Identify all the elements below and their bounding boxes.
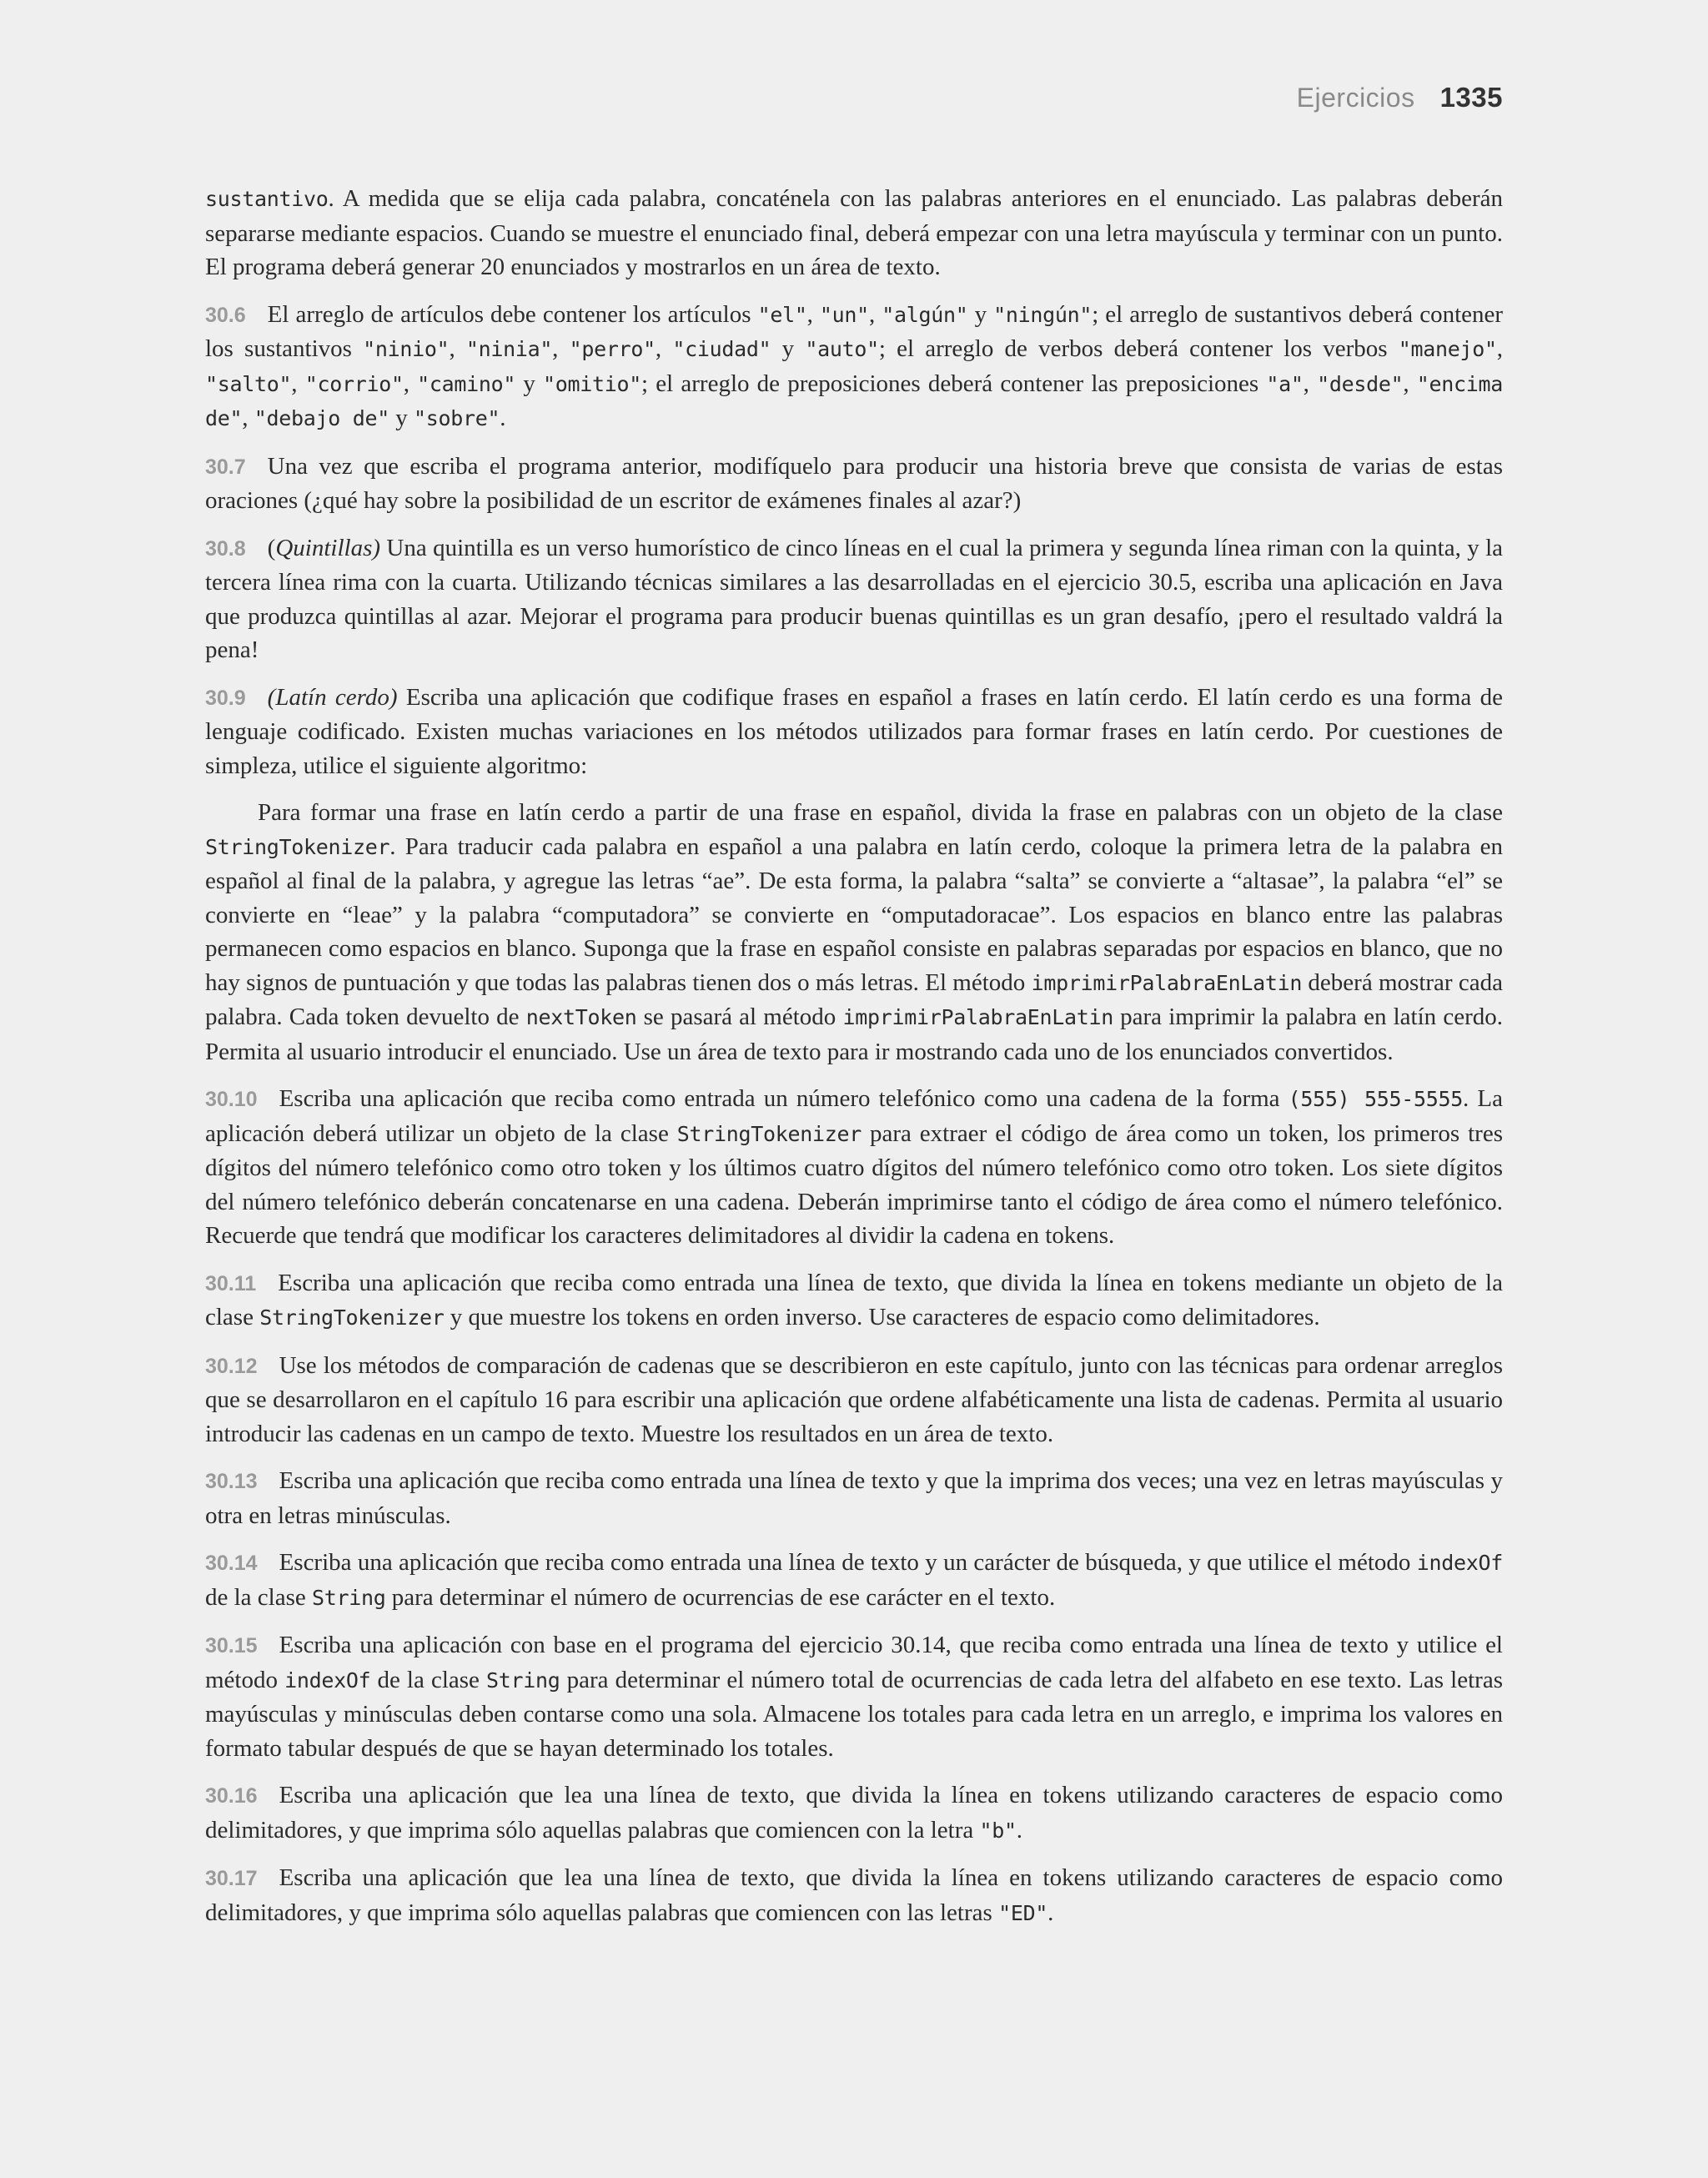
exercise-30-14 — [205, 1546, 1503, 1615]
code-text: "b" — [979, 1818, 1017, 1843]
body-text: , — [1303, 370, 1318, 397]
exercise-list — [205, 182, 1503, 1944]
code-text: "corrio" — [304, 371, 404, 396]
body-text: El arreglo de artículos debe contener los artículos — [267, 300, 758, 328]
body-text: Escriba una aplicación que reciba como entrada una línea de texto y que la imprima dos veces; una vez en letras mayúsculas y otra en letras minúsculas. — [205, 1467, 1503, 1529]
body-text: deberá mostrar cada palabra. Cada token devuelto de — [205, 968, 1503, 1030]
code-text: imprimirPalabraEnLatin — [1031, 970, 1303, 995]
body-text: Para formar una frase en latín cerdo a partir de una frase en español, divida la frase en palabras con un objeto de la clase — [258, 799, 1503, 826]
body-text: y — [515, 370, 544, 397]
code-text: StringTokenizer — [676, 1121, 862, 1146]
body-text: , — [552, 335, 570, 362]
body-text: de la clase — [205, 1583, 313, 1611]
code-text: String — [486, 1667, 560, 1693]
exercise-number: 30.13 — [205, 1470, 258, 1493]
code-text: "ningún" — [993, 302, 1093, 327]
code-text: "el" — [757, 302, 807, 327]
body-text: , — [291, 370, 305, 397]
body-text: para determinar el número de ocurrencias de ese carácter en el texto. — [385, 1583, 1056, 1611]
body-text: Escriba una aplicación que reciba como entrada una línea de texto, que divida la línea en tokens mediante un objeto de la clase — [205, 1269, 1503, 1330]
code-text: "a" — [1266, 371, 1304, 396]
body-text: . La aplicación deberá utilizar un objeto de la clase — [205, 1085, 1503, 1147]
body-text: para imprimir la palabra en latín cerdo. Permita al usuario introducir el enunciado. Use un área de texto para ir mostrando cada uno de los enunciados convertidos. — [205, 1003, 1503, 1065]
running-head — [1297, 82, 1503, 113]
body-text: , — [242, 405, 254, 431]
code-text: "algún" — [882, 302, 968, 327]
body-text: ; el arreglo de preposiciones deberá contener las preposiciones — [641, 370, 1267, 397]
code-text: indexOf — [1416, 1551, 1503, 1575]
exercise-number: 30.9 — [205, 686, 246, 710]
code-text: "omitio" — [543, 371, 642, 396]
exercise-number: 30.6 — [205, 303, 246, 327]
p-intro — [205, 182, 1503, 284]
exercise-30-15 — [205, 1628, 1503, 1765]
italic-title: (Latín cerdo) — [267, 683, 398, 711]
body-text: para determinar el número total de ocurrencias de cada letra del alfabeto en ese texto. Las letras mayúsculas y minúsculas deben contarse como una sola. Almacene los totales para cada letra en un arreglo, e imprima los valores en formato tabular después de que se hayan determinado los totales. — [205, 1666, 1503, 1762]
body-text: Escriba una aplicación que reciba como entrada un número telefónico como una cadena de la forma — [279, 1085, 1289, 1112]
exercise-30-6 — [205, 298, 1503, 436]
code-text: (555) 555-5555 — [1288, 1087, 1464, 1111]
exercise-30-13 — [205, 1464, 1503, 1532]
exercise-number: 30.16 — [205, 1784, 258, 1808]
body-text: para extraer el código de área como un token, los primeros tres dígitos del número telefónico como otro token y los últimos cuatro dígitos del número telefónico como otro token. Los siete dígitos del número telefónico deberán concatenarse en una cadena. Deberán imprimirse tanto el código de área como el número telefónico. Recuerde que tendrá que modificar los caracteres delimitadores al dividir la cadena en tokens. — [205, 1119, 1503, 1249]
body-text: ; el arreglo de sustantivos deberá contener los sustantivos — [205, 300, 1504, 362]
code-text: "ninia" — [465, 337, 553, 361]
code-text: "ninio" — [363, 337, 450, 361]
body-text: y — [389, 405, 414, 431]
code-text: "un" — [819, 302, 869, 327]
body-text: y que muestre los tokens en orden inverso. Use caracteres de espacio como delimitadores. — [444, 1304, 1320, 1330]
code-text: "sobre" — [414, 406, 500, 430]
exercise-number: 30.17 — [205, 1867, 258, 1890]
section-title: Ejercicios — [1296, 83, 1415, 113]
ex-30-9-algorithm — [205, 796, 1503, 1069]
body-text: . — [1047, 1899, 1054, 1926]
code-text: "debajo de" — [254, 406, 390, 430]
body-text: y — [967, 300, 994, 328]
body-text: . — [500, 405, 506, 431]
code-text: "manejo" — [1398, 337, 1497, 361]
body-text: , — [655, 335, 673, 362]
code-text: "encima de" — [205, 371, 1504, 430]
exercise-30-11 — [205, 1266, 1503, 1335]
exercise-number: 30.10 — [205, 1088, 258, 1111]
code-text: indexOf — [284, 1667, 371, 1693]
body-text: , — [449, 335, 466, 362]
body-text: . Para traducir cada palabra en español a una palabra en latín cerdo, coloque la primera letra de la palabra en español al final de la palabra, y agregue las letras “ae”. De esta forma, la palabra “salta” se convierte a “altasae”, la palabra “el” se convierte en “leae” y la palabra “computadora” se convierte en “omputadoracae”. Los espacios en blanco entre las palabras permanecen como espacios en blanco. Suponga que la frase en español consiste en palabras separadas por espacios en blanco, que no hay signos de puntuación y que todas las palabras tienen dos o más letras. El método — [205, 832, 1503, 996]
body-text: Use los métodos de comparación de cadenas que se describieron en este capítulo, junto con las técnicas para ordenar arreglos que se desarrollaron en el capítulo 16 para escribir una aplicación que ordene alfabéticamente una lista de cadenas. Permita al usuario introducir las cadenas en un campo de texto. Muestre los resultados en un área de texto. — [205, 1351, 1503, 1447]
body-text: Escriba una aplicación que lea una línea de texto, que divida la línea en tokens utilizando caracteres de espacio como delimitadores, y que imprima sólo aquellas palabras que comiencen con las letras — [205, 1864, 1503, 1926]
body-text: , — [806, 300, 820, 328]
body-text: Una quintilla es un verso humorístico de cinco líneas en el cual la primera y segunda línea riman con la quinta, y la tercera línea rima con la cuarta. Utilizando técnicas similares a las desarrolladas en el ejercicio 30.5, escriba una aplicación en Java que produzca quintillas al azar. Mejorar el programa para producir buenas quintillas es un gran desafío, ¡pero el resultado valdrá la pena! — [205, 534, 1503, 663]
exercise-30-12 — [205, 1349, 1503, 1451]
code-text: "auto" — [805, 337, 879, 361]
exercise-number: 30.11 — [205, 1271, 257, 1295]
code-text: StringTokenizer — [205, 834, 390, 859]
body-text: Escriba una aplicación que reciba como entrada una línea de texto y un carácter de búsqueda, y que utilice el método — [279, 1549, 1417, 1576]
body-text: , — [403, 370, 418, 397]
page-number: 1335 — [1439, 82, 1503, 113]
exercise-number: 30.8 — [205, 536, 246, 561]
code-text: "camino" — [417, 371, 516, 396]
code-text: nextToken — [525, 1005, 637, 1029]
code-text: "ciudad" — [672, 337, 771, 361]
italic-title: Quintillas) — [275, 534, 381, 561]
body-text: . — [1016, 1816, 1022, 1844]
body-text: y — [771, 335, 806, 362]
body-text: de la clase — [370, 1666, 487, 1693]
exercise-number: 30.15 — [205, 1634, 258, 1657]
code-text: "ED" — [998, 1900, 1048, 1925]
code-text: "salto" — [205, 371, 292, 396]
exercise-number: 30.7 — [205, 455, 246, 479]
exercise-30-9 — [205, 681, 1503, 783]
body-text: Escriba una aplicación que codifique frases en español a frases en latín cerdo. El latín cerdo es una forma de lenguaje codificado. Existen muchas variaciones en los métodos utilizados para formar frases en latín cerdo. Por cuestiones de simpleza, utilice el siguiente algoritmo: — [205, 683, 1503, 779]
body-text: , — [1403, 370, 1417, 397]
code-text: "desde" — [1317, 371, 1404, 396]
exercise-30-7 — [205, 450, 1503, 518]
code-text: imprimirPalabraEnLatin — [842, 1005, 1113, 1029]
code-text: StringTokenizer — [259, 1305, 445, 1330]
exercise-30-17 — [205, 1861, 1503, 1930]
body-text: , — [1496, 335, 1504, 362]
exercise-30-10 — [205, 1082, 1503, 1253]
code-text: String — [312, 1585, 386, 1610]
code-text: "perro" — [569, 337, 656, 361]
exercise-number: 30.14 — [205, 1552, 258, 1575]
body-text: Escriba una aplicación que lea una línea de texto, que divida la línea en tokens utilizando caracteres de espacio como delimitadores, y que imprima sólo aquellas palabras que comiencen con la letra — [205, 1782, 1503, 1844]
body-text: Una vez que escriba el programa anterior, modifíquelo para producir una historia breve que consista de varias de estas oraciones (¿qué hay sobre la posibilidad de un escritor de exámenes finales al azar?) — [205, 452, 1503, 514]
body-text: se pasará al método — [636, 1003, 843, 1030]
exercise-30-8 — [205, 531, 1503, 667]
body-text: ; el arreglo de verbos deberá contener los verbos — [878, 335, 1399, 362]
exercise-number: 30.12 — [205, 1354, 258, 1378]
exercise-30-16 — [205, 1778, 1503, 1848]
code-text: sustantivo — [205, 187, 329, 211]
body-text: Escriba una aplicación con base en el programa del ejercicio 30.14, que reciba como entrada una línea de texto y utilice el método — [205, 1632, 1503, 1693]
body-text: . A medida que se elija cada palabra, concaténela con las palabras anteriores en el enunciado. Las palabras deberán separarse mediante espacios. Cuando se muestre el enunciado final, deberá empezar con una letra mayúscula y terminar con un punto. El programa deberá generar 20 enunciados y mostrarlos en un área de texto. — [205, 185, 1503, 280]
body-text: ( — [267, 534, 276, 561]
body-text: , — [868, 300, 882, 328]
